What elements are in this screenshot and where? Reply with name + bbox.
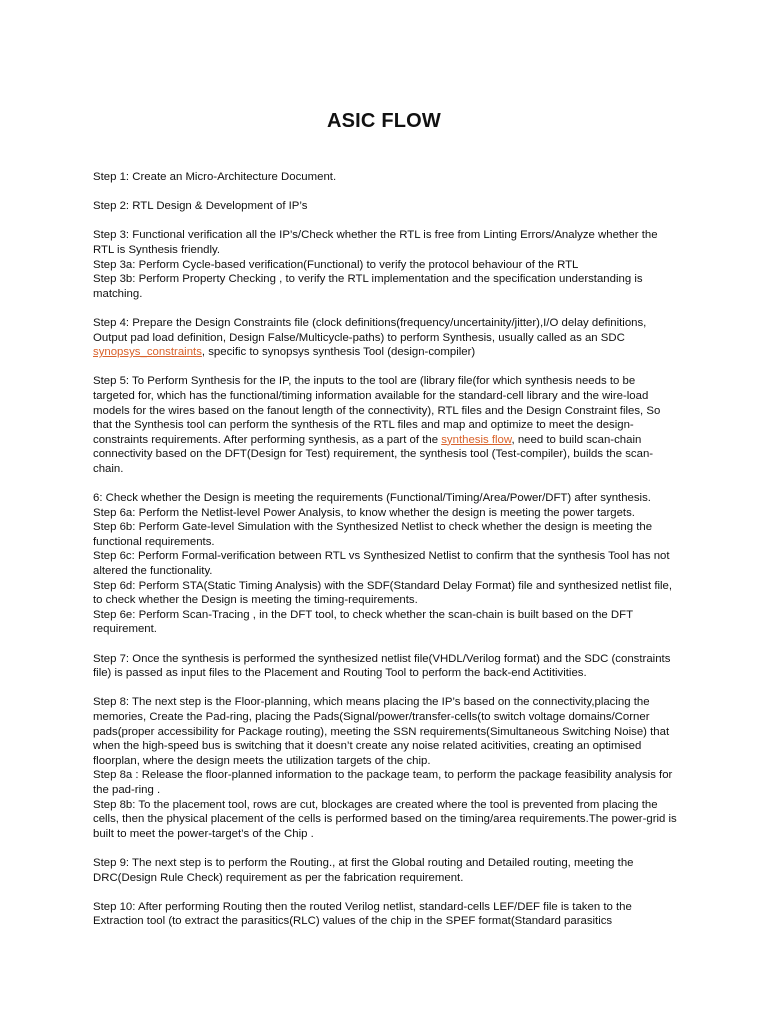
step-5-text-end: , need to build scan-chain connectivity based on the DFT(Design for Test) requirement, the synthesis tool (Test-compiler), builds the scan-chain.	[93, 433, 654, 475]
step-6: 6: Check whether the Design is meeting the requirements (Functional/Timing/Area/Power/DFT) after synthesis.	[93, 492, 651, 505]
step-6e: Step 6e: Perform Scan-Tracing , in the DFT tool, to check whether the scan-chain is built based on the DFT requirement.	[93, 608, 633, 636]
step-3a: Step 3a: Perform Cycle-based verification(Functional) to verify the protocol behaviour of the RTL	[93, 258, 579, 271]
step-10: Step 10: After performing Routing then the routed Verilog netlist, standard-cells LEF/DEF file is taken to the Extraction tool (to extract the parasitics(RLC) values of the chip in the SPEF format(Standard parasitics	[93, 900, 632, 928]
page-title: ASIC FLOW	[326, 110, 441, 132]
document-body	[93, 170, 677, 929]
step-3: Step 3: Functional verification all the IP’s/Check whether the RTL is free from Linting Errors/Analyze whether the RTL is Synthesis friendly.	[93, 229, 658, 256]
step-6a: Step 6a: Perform the Netlist-level Power Analysis, to know whether the design is meeting the power targets.	[93, 506, 635, 519]
step-5-text: Step 5: To Perform Synthesis for the IP, the inputs to the tool are (library file(for which synthesis needs to be targeted for, which has the functional/timing information available for the standard-cell library and the wire-load models for the wires based on the fanout length of the connectivity), RTL files and the Design Constraint files, So that the Synthesis tool can perform the synthesis of the RTL files and map and optimize to meet the design-constraints requirements. After performing synthesis, as a part of the	[93, 375, 661, 446]
step-8a: Step 8a : Release the floor-planned information to the package team, to perform the package feasibility analysis for the pad-ring .	[93, 769, 673, 796]
step-1: Step 1: Create an Micro-Architecture Document.	[93, 171, 337, 183]
step-6c: Step 6c: Perform Formal-verification between RTL vs Synthesized Netlist to confirm that the synthesis Tool has not altered the functionality.	[93, 550, 670, 578]
step-6d: Step 6d: Perform STA(Static Timing Analysis) with the SDF(Standard Delay Format) file and synthesized netlist file, to check whether the Design is meeting the timing-requirements.	[93, 579, 673, 607]
step-7: Step 7: Once the synthesis is performed the synthesized netlist file(VHDL/Verilog format) and the SDC (constraints file) is passed as input files to the Placement and Routing Tool to perform the back-end Actitivities.	[93, 652, 671, 680]
step-5	[93, 374, 677, 476]
step-2: Step 2: RTL Design & Development of IP’s	[93, 200, 308, 213]
synopsys-constraints-link[interactable]: synopsys_constraints	[93, 346, 202, 359]
step-8b: Step 8b: To the placement tool, rows are cut, blockages are created where the tool is prevented from placing the cells, then the physical placement of the cells is performed based on the timing/area requirements.The power-grid is built to meet the power-target’s of the Chip .	[93, 798, 677, 840]
synthesis-flow-link[interactable]: synthesis flow	[441, 433, 512, 446]
step-9: Step 9: The next step is to perform the Routing., at first the Global routing and Detailed routing, meeting the DRC(Design Rule Check) requirement as per the fabrication requirement.	[93, 856, 634, 884]
step-4-text-end: , specific to synopsys synthesis Tool (design-compiler)	[201, 346, 476, 359]
step-4	[93, 316, 677, 360]
step-3b: Step 3b: Perform Property Checking , to verify the RTL implementation and the specification understanding is matching.	[93, 273, 643, 300]
step-4-text: Step 4: Prepare the Design Constraints file (clock definitions(frequency/uncertainity/jitter),I/O delay definitions, Output pad load definition, Design False/Multicycle-paths) to perform Synthesis, usually called as an SDC	[93, 316, 647, 344]
step-6b: Step 6b: Perform Gate-level Simulation with the Synthesized Netlist to check whether the design is meeting the functional requirements.	[93, 521, 653, 548]
step-8: Step 8: The next step is the Floor-planning, which means placing the IP’s based on the connectivity,placing the memories, Create the Pad-ring, placing the Pads(Signal/power/transfer-cells(to switch voltage domains/Corner pads(proper accessibility for Package routing), meeting the SSN requirements(Simultaneous Switching Noise) that when the high-speed bus is switching that it doesn’t create any noise related acitivities, creating an optimised floorplan, where the design meets the utilization targets of the chip.	[93, 696, 670, 767]
